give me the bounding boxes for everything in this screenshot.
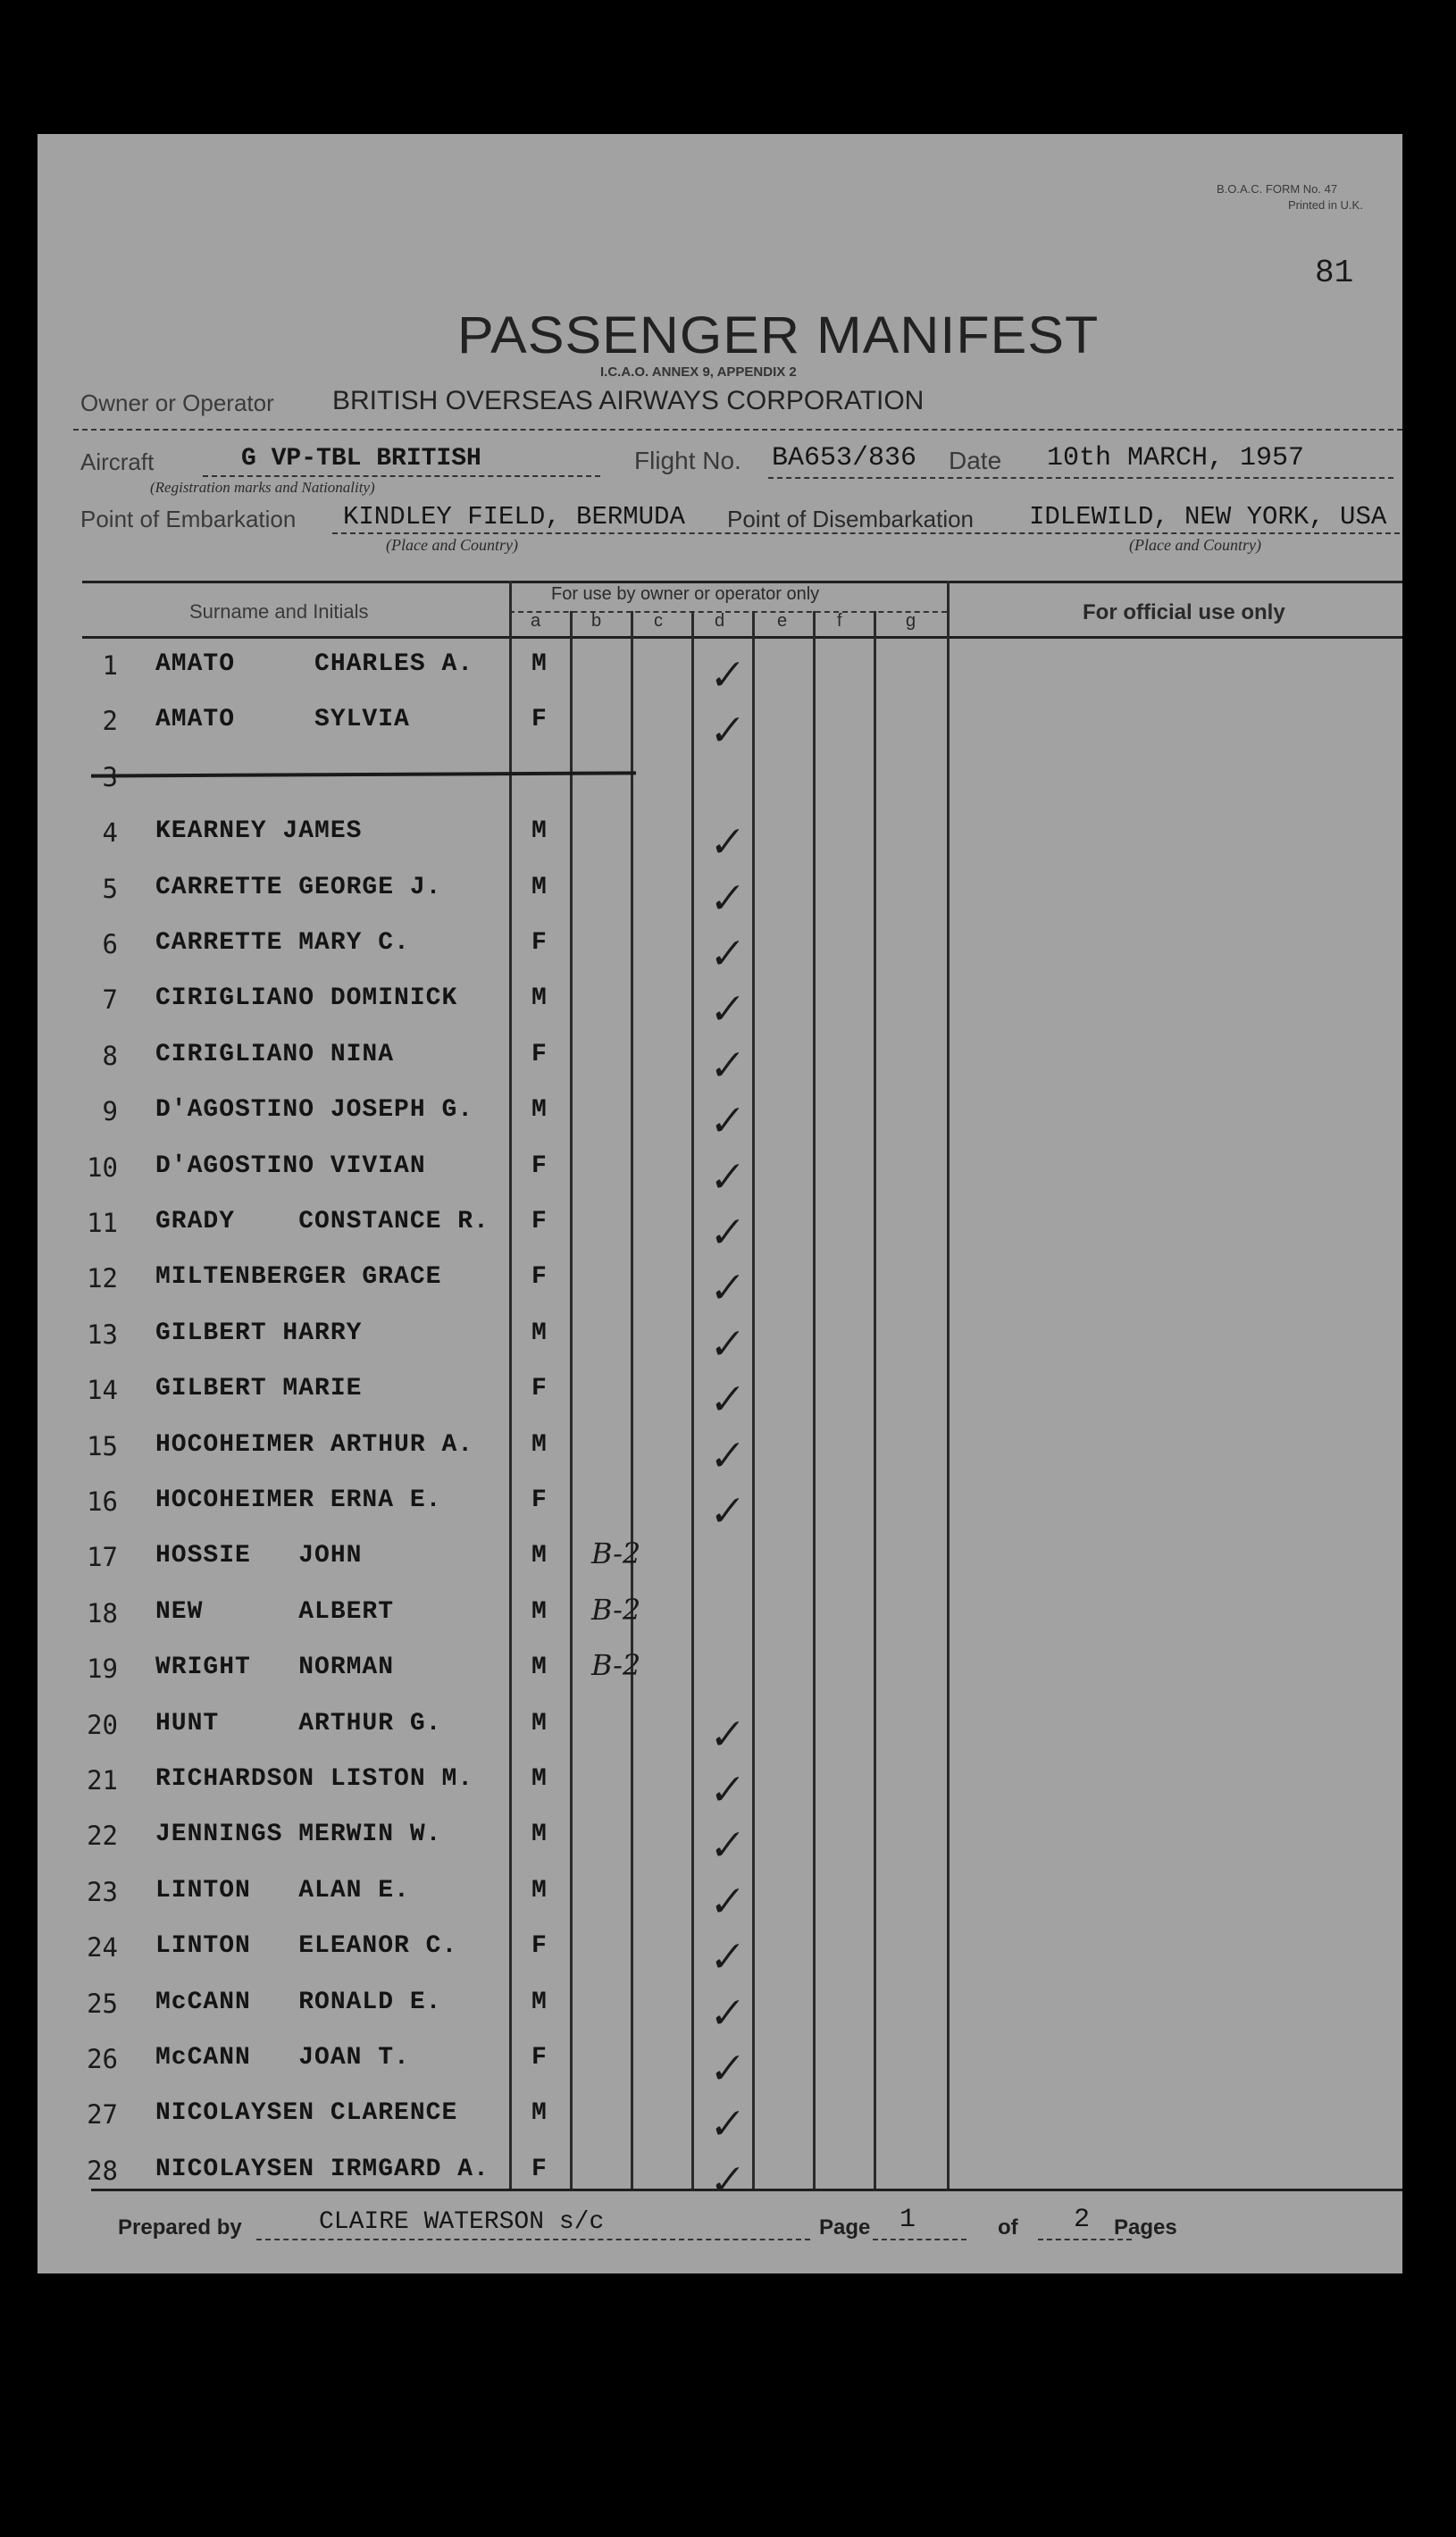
passenger-sex: M xyxy=(531,1765,547,1793)
passenger-sex: F xyxy=(531,1151,547,1180)
passenger-sex: F xyxy=(531,706,547,734)
check-mark: ✓ xyxy=(702,708,747,757)
table-header-rule xyxy=(82,636,1402,639)
row-3-strikethrough xyxy=(91,771,636,777)
passenger-name: JENNINGS MERWIN W. xyxy=(155,1821,442,1849)
row-number: 25 xyxy=(87,1988,118,2019)
aircraft-hint: (Registration marks and Nationality) xyxy=(150,479,375,496)
col-line-g xyxy=(874,611,876,2189)
passenger-name: HOCOHEIMER ARTHUR A. xyxy=(155,1430,474,1459)
passenger-name: McCANN RONALD E. xyxy=(155,1988,442,2016)
embark-label: Point of Embarkation xyxy=(80,506,297,532)
passenger-name: D'AGOSTINO VIVIAN xyxy=(155,1151,426,1180)
check-mark: ✓ xyxy=(702,1822,747,1871)
disembark-label: Point of Disembarkation xyxy=(727,506,975,532)
page-number: 81 xyxy=(1315,255,1354,291)
row-number: 10 xyxy=(87,1151,118,1183)
passenger-name: CARRETTE MARY C. xyxy=(155,929,410,957)
check-mark: ✓ xyxy=(702,652,747,700)
printed-in-note: Printed in U.K. xyxy=(1288,198,1363,212)
passenger-name: GRADY CONSTANCE R. xyxy=(155,1208,490,1235)
passenger-sex: M xyxy=(531,1876,547,1905)
owner-divider xyxy=(73,429,1402,431)
check-mark: ✓ xyxy=(702,1210,747,1258)
passenger-sex: F xyxy=(531,1040,547,1068)
form-number-note: B.O.A.C. FORM No. 47 xyxy=(1217,182,1338,196)
row-number: 3 xyxy=(102,761,118,792)
passenger-name: AMATO SYLVIA xyxy=(155,706,410,734)
table-bottom-rule xyxy=(91,2189,1402,2191)
passenger-name: CIRIGLIANO DOMINICK xyxy=(155,984,458,1013)
passenger-sex: M xyxy=(531,1821,547,1849)
operator-header: For use by owner or operator only xyxy=(551,584,820,604)
check-mark: ✓ xyxy=(702,819,747,867)
passenger-name: GILBERT MARIE xyxy=(155,1375,363,1403)
row-number: 26 xyxy=(87,2044,118,2074)
passenger-sex: F xyxy=(531,2155,547,2183)
handwritten-note: B-2 xyxy=(591,1592,641,1627)
subcolumn-rule xyxy=(509,611,947,613)
check-mark: ✓ xyxy=(702,1767,747,1815)
passenger-name: NICOLAYSEN IRMGARD A. xyxy=(155,2155,490,2183)
check-mark: ✓ xyxy=(702,1098,747,1146)
column-letter-f: f xyxy=(837,611,842,631)
check-mark: ✓ xyxy=(702,1934,747,1982)
check-mark: ✓ xyxy=(702,1989,747,2039)
passenger-sex: F xyxy=(531,1375,547,1403)
passenger-name: GILBERT HARRY xyxy=(155,1319,363,1347)
page-subtitle: I.C.A.O. ANNEX 9, APPENDIX 2 xyxy=(600,364,797,380)
passenger-name: WRIGHT NORMAN xyxy=(155,1654,395,1682)
col-line-d xyxy=(691,611,694,2189)
embark-hint: (Place and Country) xyxy=(386,536,518,554)
pages-label: Pages xyxy=(1114,2215,1177,2240)
column-letter-b: b xyxy=(591,611,602,631)
row-number: 20 xyxy=(87,1709,118,1740)
column-letter-d: d xyxy=(715,611,725,631)
passenger-sex: M xyxy=(531,1542,547,1570)
passenger-name: McCANN JOAN T. xyxy=(155,2044,410,2072)
check-mark: ✓ xyxy=(702,931,747,979)
surname-header: Surname and Initials xyxy=(189,600,369,623)
row-number: 5 xyxy=(102,873,118,904)
passenger-name: NICOLAYSEN CLARENCE xyxy=(155,2099,458,2128)
passenger-sex: M xyxy=(531,650,547,678)
passenger-sex: F xyxy=(531,1208,547,1235)
row-number: 23 xyxy=(87,1876,118,1907)
col-line-b xyxy=(570,611,573,2189)
passenger-name: NEW ALBERT xyxy=(155,1597,395,1626)
row-number: 13 xyxy=(87,1319,118,1350)
check-mark: ✓ xyxy=(702,1321,747,1369)
disembark-hint: (Place and Country) xyxy=(1129,536,1261,554)
check-mark: ✓ xyxy=(702,2101,747,2150)
page-underline xyxy=(873,2239,966,2240)
page-title: PASSENGER MANIFEST xyxy=(457,306,1100,364)
column-letter-a: a xyxy=(531,611,541,631)
row-number: 14 xyxy=(87,1375,118,1406)
col-line-f xyxy=(813,611,816,2189)
check-mark: ✓ xyxy=(702,1488,747,1536)
passenger-sex: M xyxy=(531,1096,547,1125)
row-number: 6 xyxy=(102,929,118,959)
passenger-sex: F xyxy=(531,929,547,957)
embark-underline xyxy=(332,532,1400,534)
passenger-sex: F xyxy=(531,1486,547,1514)
disembark-value: IDLEWILD, NEW YORK, USA xyxy=(1029,502,1387,532)
row-number: 8 xyxy=(102,1040,118,1071)
row-number: 22 xyxy=(87,1821,118,1852)
col-line-e xyxy=(752,611,755,2189)
row-number: 19 xyxy=(87,1654,118,1685)
passenger-name: CIRIGLIANO NINA xyxy=(155,1040,395,1068)
row-number: 2 xyxy=(102,706,118,737)
passenger-name: HOSSIE JOHN xyxy=(155,1542,363,1570)
passenger-sex: F xyxy=(531,1932,547,1961)
passenger-sex: M xyxy=(531,1597,547,1626)
col-line-a xyxy=(509,581,512,2189)
column-letter-c: c xyxy=(654,611,663,631)
row-number: 28 xyxy=(87,2155,118,2186)
passenger-name: AMATO CHARLES A. xyxy=(155,650,474,678)
flight-label: Flight No. xyxy=(634,447,741,474)
passenger-name: D'AGOSTINO JOSEPH G. xyxy=(155,1096,474,1125)
check-mark: ✓ xyxy=(702,1432,747,1481)
passenger-sex: M xyxy=(531,2099,547,2128)
passenger-sex: M xyxy=(531,1654,547,1682)
handwritten-note: B-2 xyxy=(591,1648,641,1683)
check-mark: ✓ xyxy=(702,986,747,1035)
prepared-underline xyxy=(256,2239,810,2240)
passenger-name: HOCOHEIMER ERNA E. xyxy=(155,1486,442,1514)
passenger-name: RICHARDSON LISTON M. xyxy=(155,1765,474,1793)
col-line-c xyxy=(631,611,633,2189)
passenger-name: MILTENBERGER GRACE xyxy=(155,1263,442,1292)
check-mark: ✓ xyxy=(702,1042,747,1091)
row-number: 4 xyxy=(102,817,118,849)
manifest-document xyxy=(38,134,1402,2273)
row-number: 7 xyxy=(102,984,118,1016)
aircraft-label: Aircraft xyxy=(80,448,155,475)
date-label: Date xyxy=(949,447,1002,474)
passenger-name: KEARNEY JAMES xyxy=(155,817,363,846)
passenger-sex: M xyxy=(531,873,547,901)
check-mark: ✓ xyxy=(702,1711,747,1760)
date-value: 10th MARCH, 1957 xyxy=(1047,443,1305,473)
col-line-official xyxy=(947,581,950,2189)
owner-label: Owner or Operator xyxy=(80,389,274,416)
prepared-label: Prepared by xyxy=(118,2215,242,2240)
passenger-sex: M xyxy=(531,984,547,1013)
passenger-name: HUNT ARTHUR G. xyxy=(155,1709,442,1737)
prepared-value: CLAIRE WATERSON s/c xyxy=(319,2208,605,2236)
row-number: 15 xyxy=(87,1430,118,1461)
passenger-sex: M xyxy=(531,1319,547,1347)
row-number: 24 xyxy=(87,1932,118,1963)
aircraft-underline xyxy=(203,475,600,477)
official-header: For official use only xyxy=(1083,600,1285,624)
row-number: 21 xyxy=(87,1765,118,1796)
row-number: 17 xyxy=(87,1542,118,1573)
check-mark: ✓ xyxy=(702,2046,747,2094)
row-number: 18 xyxy=(87,1597,118,1629)
passenger-name: LINTON ELEANOR C. xyxy=(155,1932,458,1961)
row-number: 9 xyxy=(102,1096,118,1127)
table-top-rule xyxy=(82,581,1402,583)
row-number: 1 xyxy=(102,650,118,681)
of-value: 2 xyxy=(1074,2205,1091,2235)
column-letter-e: e xyxy=(777,611,788,631)
row-number: 12 xyxy=(87,1263,118,1294)
passenger-sex: M xyxy=(531,1988,547,2016)
passenger-sex: F xyxy=(531,2044,547,2072)
of-label: of xyxy=(998,2215,1018,2240)
page-label: Page xyxy=(819,2215,871,2240)
passenger-name: CARRETTE GEORGE J. xyxy=(155,873,442,901)
check-mark: ✓ xyxy=(702,2157,747,2206)
check-mark: ✓ xyxy=(702,1153,747,1202)
owner-value: BRITISH OVERSEAS AIRWAYS CORPORATION xyxy=(332,386,925,415)
row-number: 27 xyxy=(87,2099,118,2131)
check-mark: ✓ xyxy=(702,1265,747,1314)
check-mark: ✓ xyxy=(702,1377,747,1425)
passenger-sex: M xyxy=(531,817,547,846)
passenger-sex: M xyxy=(531,1709,547,1737)
page-value: 1 xyxy=(900,2205,916,2235)
flight-date-underline xyxy=(768,477,1393,479)
aircraft-value: G VP-TBL BRITISH xyxy=(241,445,481,473)
column-letter-g: g xyxy=(906,611,916,631)
row-number: 11 xyxy=(87,1208,118,1238)
embark-value: KINDLEY FIELD, BERMUDA xyxy=(343,502,685,532)
check-mark: ✓ xyxy=(702,875,747,924)
row-number: 16 xyxy=(87,1486,118,1517)
flight-value: BA653/836 xyxy=(772,443,917,473)
check-mark: ✓ xyxy=(702,1879,747,1927)
passenger-sex: F xyxy=(531,1263,547,1292)
handwritten-note: B-2 xyxy=(591,1536,641,1571)
passenger-sex: M xyxy=(531,1430,547,1459)
passenger-name: LINTON ALAN E. xyxy=(155,1876,410,1905)
